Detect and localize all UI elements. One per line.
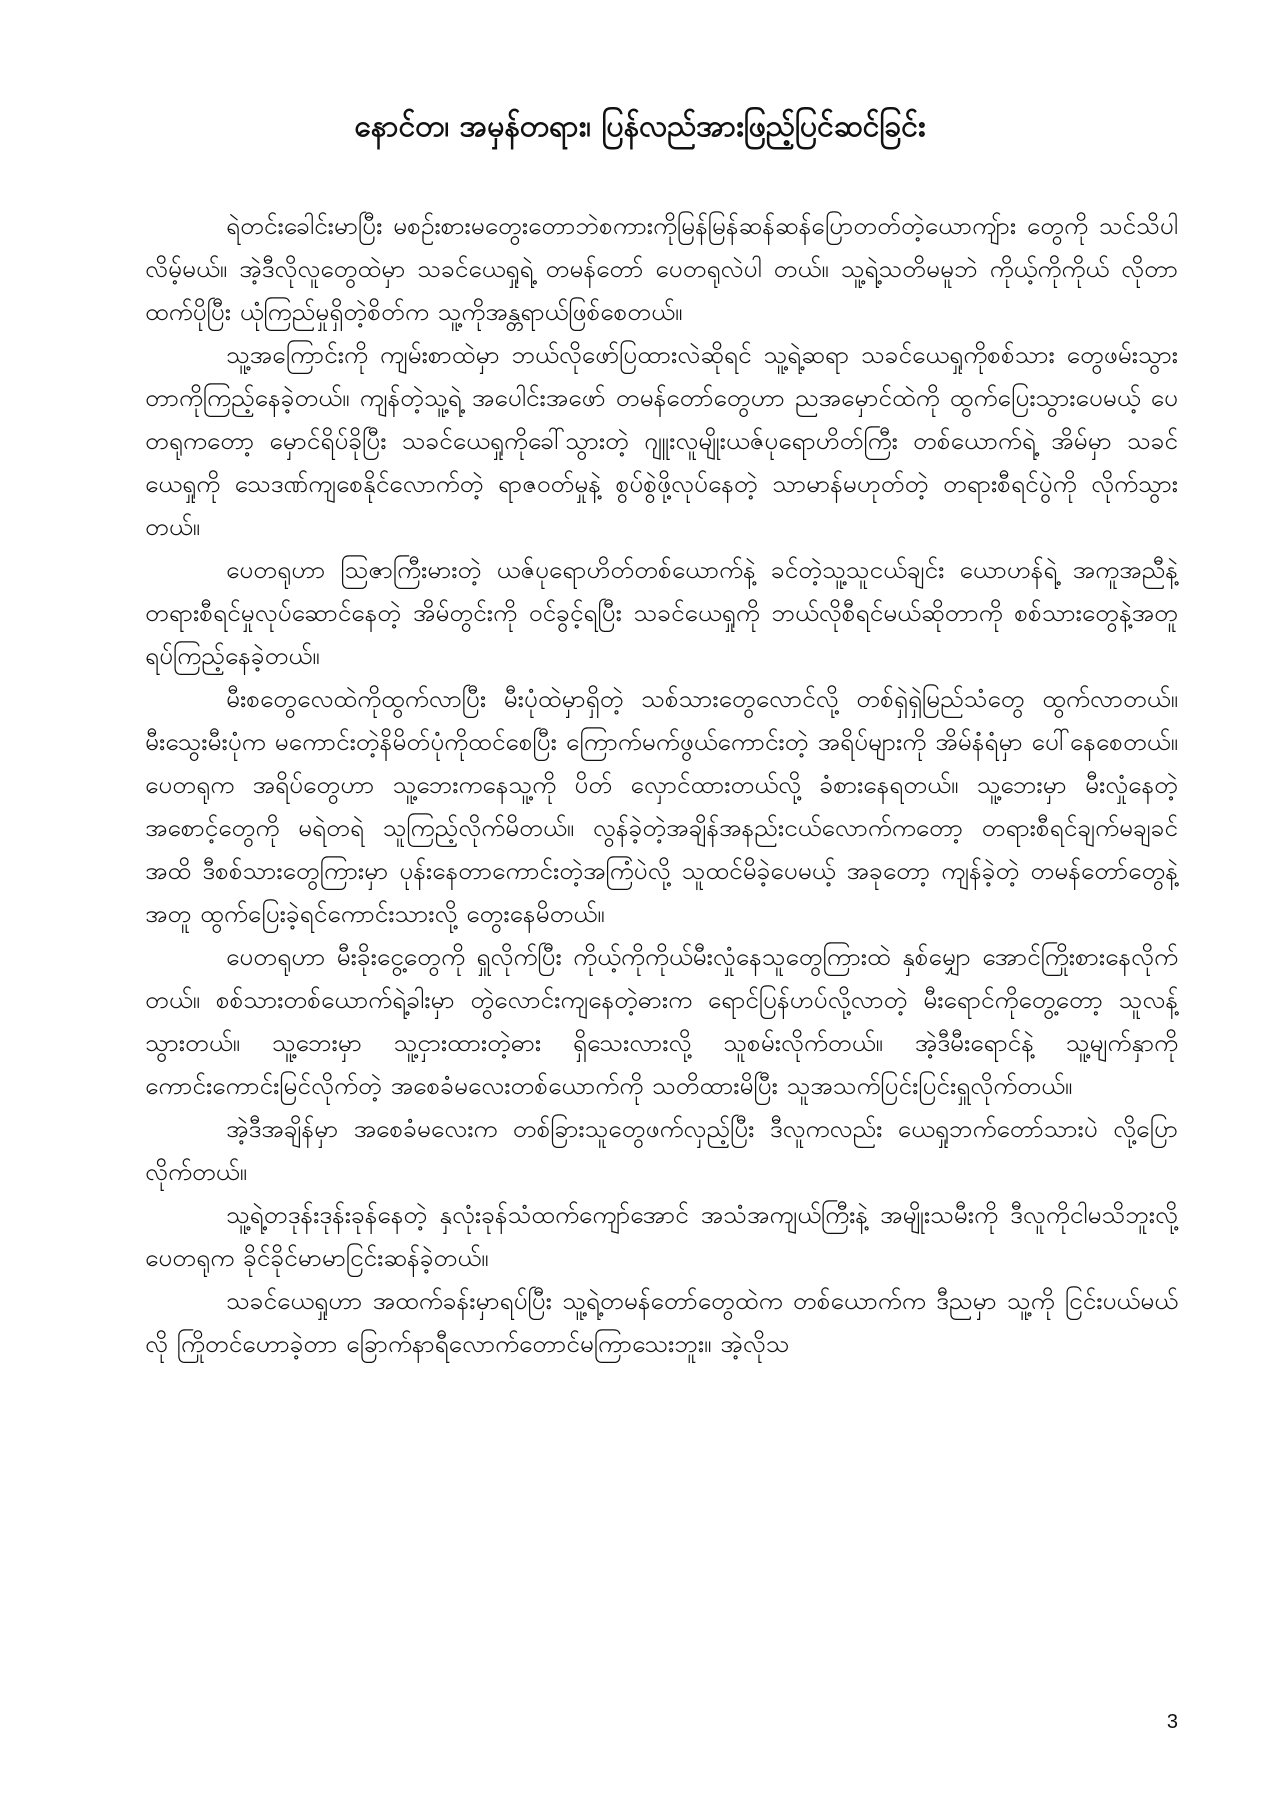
paragraph: ရဲတင်းခေါင်းမာပြီး မစဉ်းစားမတွေးတောဘဲစကားကိုမြန်မြန်ဆန်ဆန်ပြောတတ်တဲ့ယောကျ်ား တွေကို သင်သိပါလိမ့်မယ်။ အဲ့ဒီလိုလူတွေထဲမှာ သခင်ယေရှုရဲ့ တမန်တော် ပေတရုလဲပါ တယ်။ သူ့ရဲ့သတိမမူဘဲ ကိုယ့်ကိုကိုယ် လိုတာထက်ပိုပြီး ယုံကြည်မှုရှိတဲ့စိတ်က သူ့ကိုအန္တရာယ်ဖြစ်စေတယ်။ — [145, 211, 1178, 326]
paragraph: ပေတရုဟာ မီးခိုးငွေ့တွေကို ရှူလိုက်ပြီး ကိုယ့်ကိုကိုယ်မီးလှုံနေသူတွေကြားထဲ နှစ်မျှော အောင်ကြိုးစားနေလိုက်တယ်။ စစ်သားတစ်ယောက်ရဲ့ခါးမှာ တွဲလောင်းကျနေတဲ့ဓားက ရောင်ပြန်ဟပ်လို့လာတဲ့ မီးရောင်ကိုတွေ့တော့ သူလန့်သွားတယ်။ သူ့ဘေးမှာ သူ့ငှားထားတဲ့ဓား ရှိသေးလားလို့ သူစမ်းလိုက်တယ်။ အဲ့ဒီမီးရောင်နဲ့ သူ့မျက်နှာကို ကောင်းကောင်းမြင်လိုက်တဲ့ အစေခံမလေးတစ်ယောက်ကို သတိထားမိပြီး သူအသက်ပြင်းပြင်းရှူလိုက်တယ်။ — [145, 942, 1178, 1100]
page-title: နောင်တ၊ အမှန်တရား၊ ပြန်လည်အားဖြည့်ပြင်ဆင်ခြင်း — [354, 109, 926, 144]
paragraph: သူ့ရဲ့တဒုန်းဒုန်းခုန်နေတဲ့ နှလုံးခုန်သံထက်ကျော်အောင် အသံအကျယ်ကြီးနဲ့ အမျိုးသမီးကို ဒီလူကိုငါမသိဘူးလို့ ပေတရုက ခိုင်ခိုင်မာမာငြင်းဆန်ခဲ့တယ်။ — [145, 1200, 1178, 1272]
paragraph: မီးစတွေလေထဲကိုထွက်လာပြီး မီးပုံထဲမှာရှိတဲ့ သစ်သားတွေလောင်လို့ တစ်ရှဲရှဲမြည်သံတွေ ထွက်လာတယ်။ မီးသွေးမီးပုံက မကောင်းတဲ့နိမိတ်ပုံကိုထင်စေပြီး ကြောက်မက်ဖွယ်ကောင်းတဲ့ အရိပ်များကို အိမ်နံရံမှာ ပေါ်နေစေတယ်။ ပေတရုက အရိပ်တွေဟာ သူ့ဘေးကနေသူ့ကို ပိတ် လှောင်ထားတယ်လို့ ခံစားနေရတယ်။ သူ့ဘေးမှာ မီးလှုံနေတဲ့ အစောင့်တွေကို မရဲတရဲ သူကြည့်လိုက်မိတယ်။ လွန်ခဲ့တဲ့အချိန်အနည်းငယ်လောက်ကတော့ တရားစီရင်ချက်မချခင်အထိ ဒီစစ်သားတွေကြားမှာ ပုန်းနေတာကောင်းတဲ့အကြံပဲလို့ သူထင်မိခဲ့ပေမယ့် အခုတော့ ကျန်ခဲ့တဲ့ တမန်တော်တွေနဲ့အတူ ထွက်ပြေးခဲ့ရင်ကောင်းသားလို့ တွေးနေမိတယ်။ — [145, 684, 1178, 928]
body-text — [145, 204, 1178, 1365]
paragraph: အဲ့ဒီအချိန်မှာ အစေခံမလေးက တစ်ခြားသူတွေဖက်လှည့်ပြီး ဒီလူကလည်း ယေရှုဘက်တော်သားပဲ လို့ပြောလိုက်တယ်။ — [145, 1114, 1178, 1186]
paragraph: သူ့အကြောင်းကို ကျမ်းစာထဲမှာ ဘယ်လိုဖော်ပြထားလဲဆိုရင် သူ့ရဲ့ဆရာ သခင်ယေရှုကိုစစ်သား တွေဖမ်းသွားတာကိုကြည့်နေခဲ့တယ်။ ကျန်တဲ့သူ့ရဲ့ အပေါင်းအဖော် တမန်တော်တွေဟာ ညအမှောင်ထဲကို ထွက်ပြေးသွားပေမယ့် ပေတရုကတော့ မှောင်ရိပ်ခိုပြီး သခင်ယေရှုကိုခေါ်သွားတဲ့ ဂျူးလူမျိုးယဇ်ပုရောဟိတ်ကြီး တစ်ယောက်ရဲ့ အိမ်မှာ သခင်ယေရှုကို သေဒဏ်ကျစေနိုင်လောက်တဲ့ ရာဇဝတ်မှုနဲ့ စွပ်စွဲဖို့လုပ်နေတဲ့ သာမာန်မဟုတ်တဲ့ တရားစီရင်ပွဲကို လိုက်သွားတယ်။ — [145, 340, 1178, 541]
paragraph: သခင်ယေရှုဟာ အထက်ခန်းမှာရပ်ပြီး သူ့ရဲ့တမန်တော်တွေထဲက တစ်ယောက်က ဒီညမှာ သူ့ကို ငြင်းပယ်မယ်လို ကြိုတင်ဟောခဲ့တာ ခြောက်နာရီလောက်တောင်မကြာသေးဘူး။ အဲ့လိုသ — [145, 1286, 1178, 1358]
page-number: 3 — [1166, 1711, 1178, 1733]
paragraph: ပေတရုဟာ ဩဇာကြီးမားတဲ့ ယဇ်ပုရောဟိတ်တစ်ယောက်နဲ့ ခင်တဲ့သူ့သူငယ်ချင်း ယောဟန်ရဲ့ အကူအညီနဲ့ တရားစီရင်မှုလုပ်ဆောင်နေတဲ့ အိမ်တွင်းကို ဝင်ခွင့်ရပြီး သခင်ယေရှုကို ဘယ်လိုစီရင်မယ်ဆိုတာကို စစ်သားတွေနဲ့အတူ ရပ်ကြည့်နေခဲ့တယ်။ — [145, 555, 1178, 670]
